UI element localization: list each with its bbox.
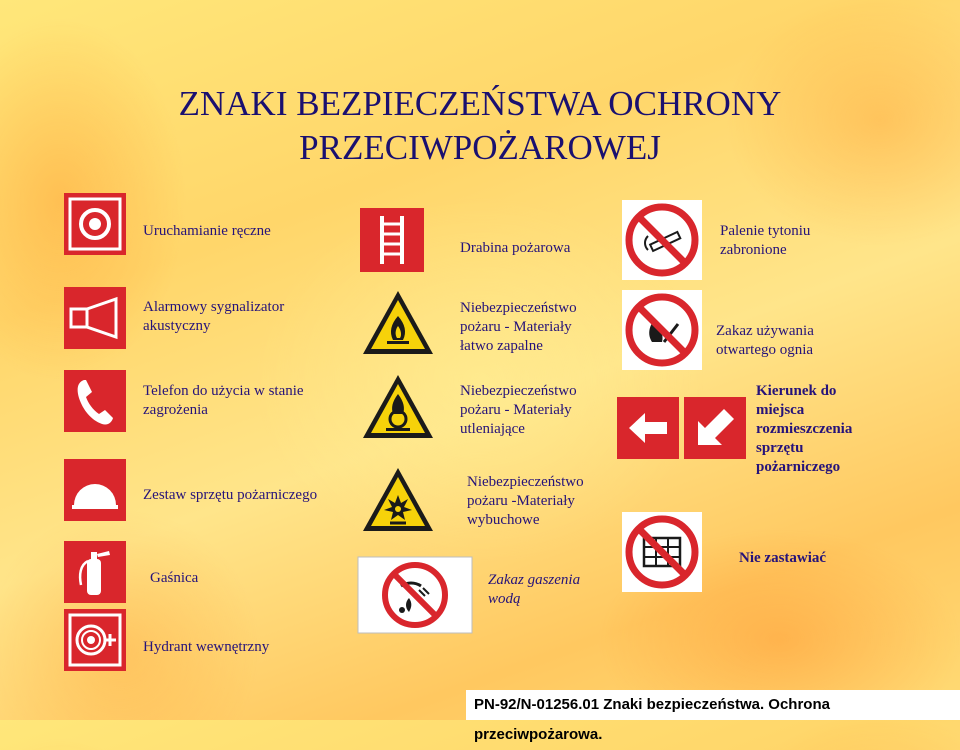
page-title (0, 82, 960, 170)
title-line-2: PRZECIWPOŻAROWEJ (299, 128, 661, 167)
flammable-warning-icon (360, 288, 436, 358)
manual-alarm-icon (64, 193, 126, 255)
explosive-label: Niebezpieczeństwo pożaru -Materiały wybuchowe (467, 474, 584, 528)
no-obstruct-icon (622, 512, 702, 592)
hydrant-icon (64, 609, 126, 671)
no-smoking-icon (622, 200, 702, 280)
explosive-warning-icon (360, 465, 436, 535)
arrow-left-icon (617, 397, 679, 459)
acoustic-alarm-label: Alarmowy sygnalizator akustyczny (143, 299, 285, 334)
extinguisher-icon (64, 541, 126, 603)
title-line-1: ZNAKI BEZPIECZEŃSTWA OCHRONY (178, 84, 782, 123)
acoustic-alarm-icon (64, 287, 126, 349)
phone-label: Telefon do użycia w stanie zagrożenia (143, 383, 304, 418)
fire-ladder-icon (360, 208, 424, 272)
no-obstruct-label: Nie zastawiać (739, 550, 827, 566)
no-open-fire-icon (622, 290, 702, 370)
no-water-extinguishing-icon (357, 556, 473, 634)
fire-kit-label: Zestaw sprzętu pożarniczego (143, 487, 318, 503)
oxidizing-warning-icon (360, 372, 436, 442)
direction-label: Kierunek do miejsca rozmieszczenia sprzętu pożarniczego (756, 383, 853, 475)
no-open-fire-label: Zakaz używania otwartego ognia (716, 323, 814, 358)
no-water-label: Zakaz gaszenia wodą (488, 572, 581, 607)
standard-reference-footer: PN-92/N-01256.01 Znaki bezpieczeństwa. Ochrona przeciwpożarowa. (466, 690, 960, 720)
phone-icon (64, 370, 126, 432)
extinguisher-label: Gaśnica (150, 570, 199, 586)
fire-kit-icon (64, 459, 126, 521)
fire-ladder-label: Drabina pożarowa (460, 240, 571, 256)
oxidizing-label: Niebezpieczeństwo pożaru - Materiały utleniające (460, 383, 577, 437)
manual-alarm-label: Uruchamianie ręczne (143, 223, 271, 239)
arrow-down-left-icon (684, 397, 746, 459)
hydrant-label: Hydrant wewnętrzny (143, 639, 270, 655)
no-smoking-label: Palenie tytoniu zabronione (720, 223, 811, 258)
flammable-label: Niebezpieczeństwo pożaru - Materiały łatwo zapalne (460, 300, 577, 354)
